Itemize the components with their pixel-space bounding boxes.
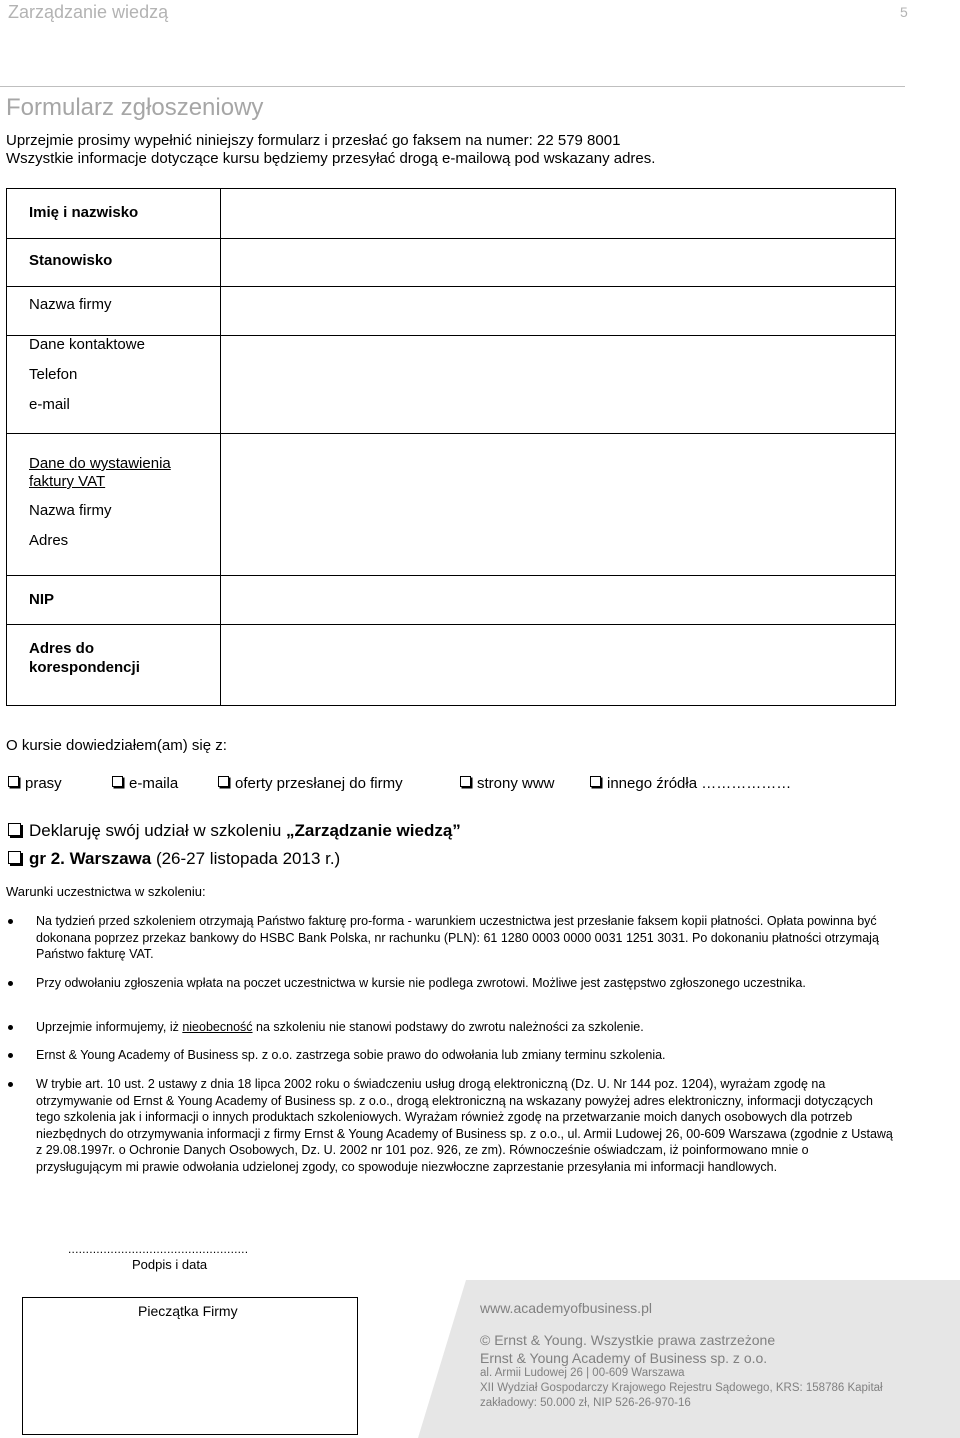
source-question: O kursie dowiedziałem(am) się z:	[6, 737, 227, 754]
contact-field[interactable]	[221, 336, 895, 432]
form-title: Formularz zgłoszeniowy	[6, 94, 264, 121]
company-stamp-label: Pieczątka Firmy	[138, 1303, 238, 1319]
page-number: 5	[900, 4, 908, 20]
position-label: Stanowisko	[29, 252, 113, 269]
company-label: Nazwa firmy	[29, 296, 112, 313]
footer-address: al. Armii Ludowej 26 | 00-609 Warszawa	[480, 1367, 685, 1379]
declaration-group[interactable]	[8, 849, 340, 869]
signature-line[interactable]: ...................................................	[68, 1242, 249, 1256]
bullet-icon	[8, 919, 13, 924]
checkbox-icon	[8, 851, 21, 864]
email-label: e-mail	[29, 396, 70, 413]
checkbox-icon	[460, 776, 471, 787]
absence-term: nieobecność	[182, 1020, 253, 1034]
invoice-field[interactable]	[221, 434, 895, 574]
company-field[interactable]	[221, 287, 895, 334]
footer-copyright: © Ernst & Young. Wszystkie prawa zastrzeżone	[480, 1332, 776, 1348]
course-date: (26-27 listopada 2013 r.)	[155, 849, 341, 868]
header-title: Zarządzanie wiedzą	[8, 2, 169, 22]
nip-field[interactable]	[221, 576, 895, 623]
source-option-company-offer[interactable]: oferty przesłanej do firmy	[218, 775, 403, 792]
source-option-press[interactable]: prasy	[8, 775, 62, 792]
footer-registry-line-2: zakładowy: 50.000 zł, NIP 526-26-970-16	[480, 1397, 691, 1409]
nip-label: NIP	[29, 591, 55, 608]
invoice-label-line-1: Dane do wystawienia	[29, 455, 171, 472]
correspondence-label-line-2: korespondencji	[29, 659, 140, 676]
checkbox-icon	[8, 823, 21, 836]
conditions-title: Warunki uczestnictwa w szkoleniu:	[6, 884, 206, 899]
correspondence-field[interactable]	[221, 625, 895, 705]
course-name: „Zarządzanie wiedzą”	[286, 821, 461, 840]
bullet-icon	[8, 1025, 13, 1030]
contact-label: Dane kontaktowe	[29, 336, 145, 353]
source-option-other[interactable]: innego źródła ………………	[590, 775, 791, 792]
bullet-icon	[8, 981, 13, 986]
correspondence-label-line-1: Adres do	[29, 640, 95, 657]
source-option-email[interactable]: e-maila	[112, 775, 178, 792]
declaration-course[interactable]: Deklaruję swój udział w szkoleniu „Zarządzanie wiedzą”	[8, 821, 461, 841]
intro-line-2: Wszystkie informacje dotyczące kursu będziemy przesyłać drogą e-mailową pod wskazany adres.	[6, 150, 656, 167]
phone-label: Telefon	[29, 366, 78, 383]
position-field[interactable]	[221, 239, 895, 285]
name-label: Imię i nazwisko	[29, 204, 139, 221]
signature-label: Podpis i data	[132, 1257, 208, 1272]
group-name: gr 2. Warszawa	[29, 849, 152, 868]
invoice-company-label: Nazwa firmy	[29, 502, 112, 519]
invoice-label-line-2: faktury VAT	[29, 473, 106, 490]
source-option-website[interactable]: strony www	[460, 775, 555, 792]
checkbox-icon	[8, 776, 19, 787]
bullet-icon	[8, 1053, 13, 1058]
footer-company: Ernst & Young Academy of Business sp. z o.o.	[480, 1350, 768, 1366]
footer-registry-line-1: XII Wydział Gospodarczy Krajowego Rejestru Sądowego, KRS: 158786 Kapitał	[480, 1382, 883, 1394]
bullet-icon	[8, 1082, 13, 1087]
checkbox-icon	[218, 776, 229, 787]
name-field[interactable]	[221, 189, 895, 237]
header-divider	[0, 86, 905, 87]
footer-website[interactable]: www.academyofbusiness.pl	[480, 1300, 652, 1316]
checkbox-icon	[112, 776, 123, 787]
checkbox-icon	[590, 776, 601, 787]
invoice-address-label: Adres	[29, 532, 69, 549]
intro-line-1: Uprzejmie prosimy wypełnić niniejszy formularz i przesłać go faksem na numer: 22 579 8001	[6, 132, 621, 149]
